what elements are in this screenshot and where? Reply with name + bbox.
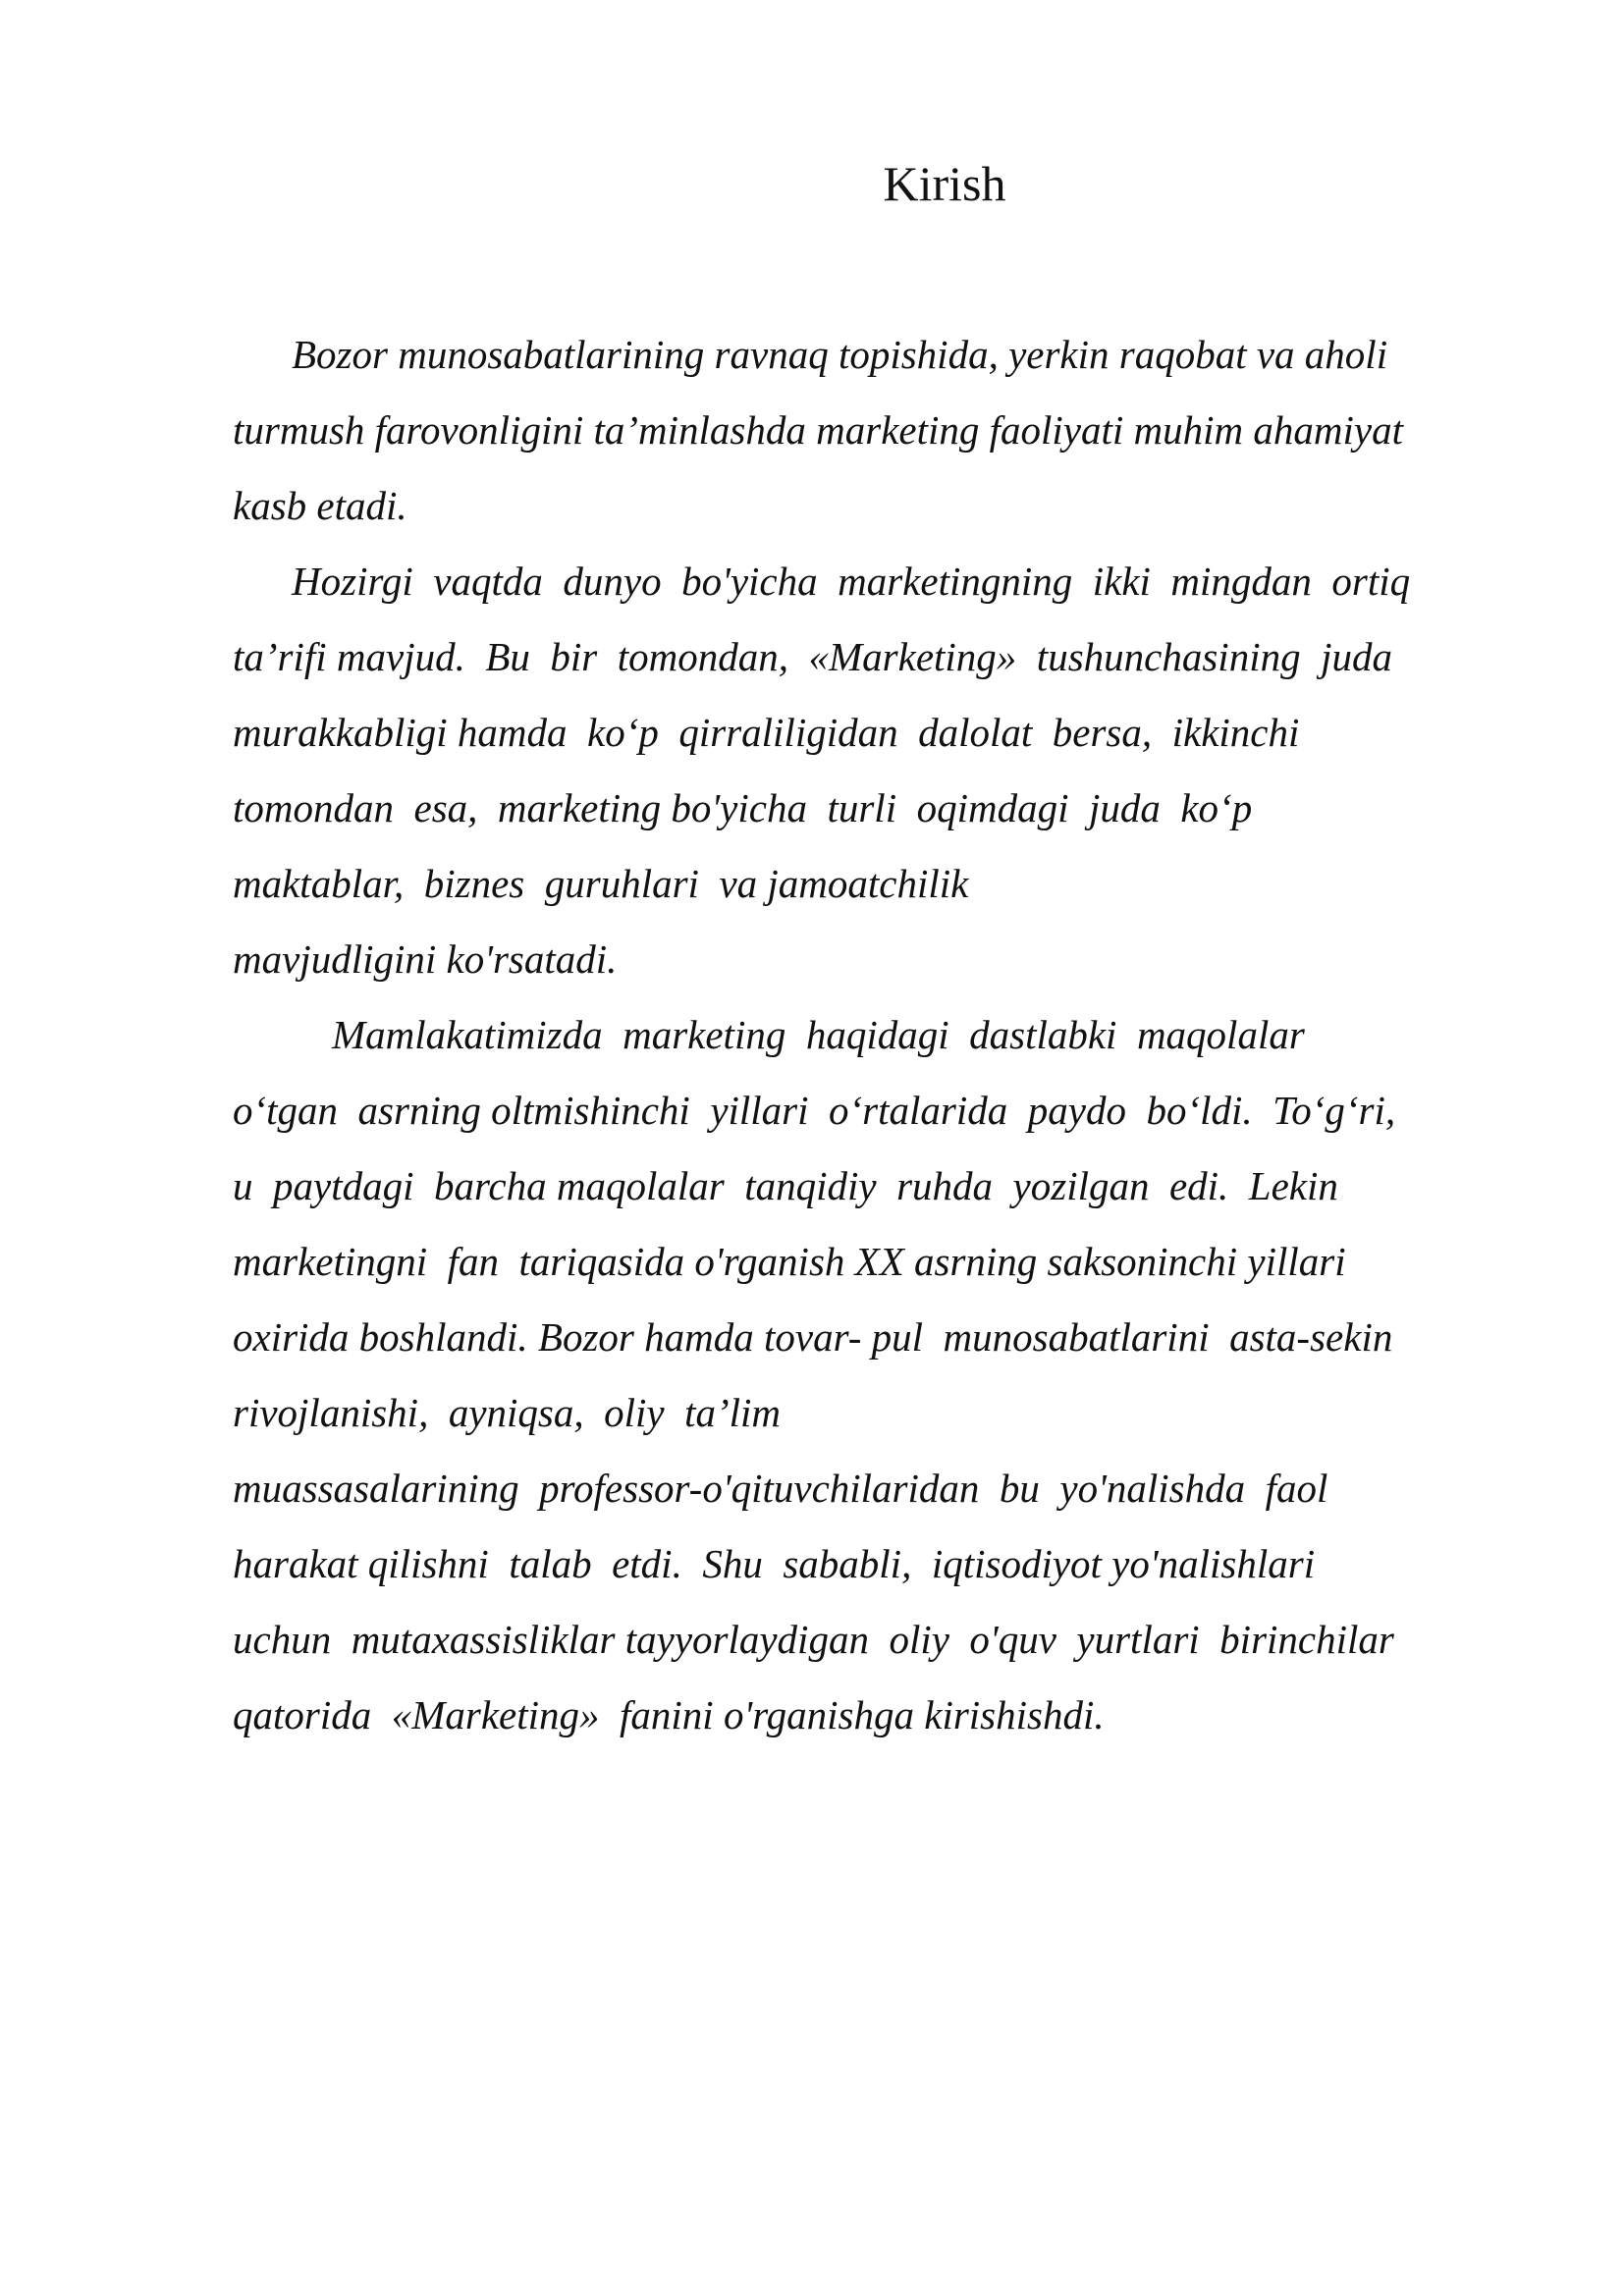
page-title: Kirish xyxy=(883,156,1006,211)
text-line: Bozor munosabatlarining ravnaq topishida, yerkin raqobat va aholi xyxy=(292,332,1388,377)
text-line: Hozirgi vaqtda dunyo bo'yicha marketingning ikki mingdan ortiq xyxy=(292,559,1411,604)
text-line: maktablar, biznes guruhlari va jamoatchilik xyxy=(233,861,969,906)
text-line: ta’rifi mavjud. Bu bir tomondan, «Marketing» tushunchasining juda xyxy=(233,634,1392,679)
text-line: rivojlanishi, ayniqsa, oliy ta’lim xyxy=(233,1390,782,1435)
text-line: tomondan esa, marketing bo'yicha turli oqimdagi juda ko‘p xyxy=(233,785,1253,830)
text-line: kasb etadi. xyxy=(233,483,407,528)
text-line: marketingni fan tariqasida o'rganish XX asrning saksoninchi yillari xyxy=(233,1239,1346,1284)
text-line: uchun mutaxassisliklar tayyorlaydigan oliy o'quv yurtlari birinchilar xyxy=(233,1617,1394,1662)
text-line: u paytdagi barcha maqolalar tanqidiy ruhda yozilgan edi. Lekin xyxy=(233,1163,1338,1208)
text-line: qatorida «Marketing» fanini o'rganishga kirishishdi. xyxy=(233,1692,1105,1737)
text-line: muassasalarining professor-o'qituvchilaridan bu yo'nalishda faol xyxy=(233,1466,1328,1511)
text-line: mavjudligini ko'rsatadi. xyxy=(233,936,618,982)
text-line: turmush farovonligini ta’minlashda marketing faoliyati muhim ahamiyat xyxy=(233,407,1403,453)
text-line: harakat qilishni talab etdi. Shu sababli, iqtisodiyot yo'nalishlari xyxy=(233,1541,1316,1586)
text-line: murakkabligi hamda ko‘p qirraliligidan dalolat bersa, ikkinchi xyxy=(233,710,1300,755)
text-line: Mamlakatimizda marketing haqidagi dastlabki maqolalar xyxy=(332,1012,1305,1057)
text-line: o‘tgan asrning oltmishinchi yillari o‘rtalarida paydo bo‘ldi. To‘g‘ri, xyxy=(233,1088,1396,1133)
text-line: oxirida boshlandi. Bozor hamda tovar- pul munosabatlarini asta-sekin xyxy=(233,1314,1393,1360)
